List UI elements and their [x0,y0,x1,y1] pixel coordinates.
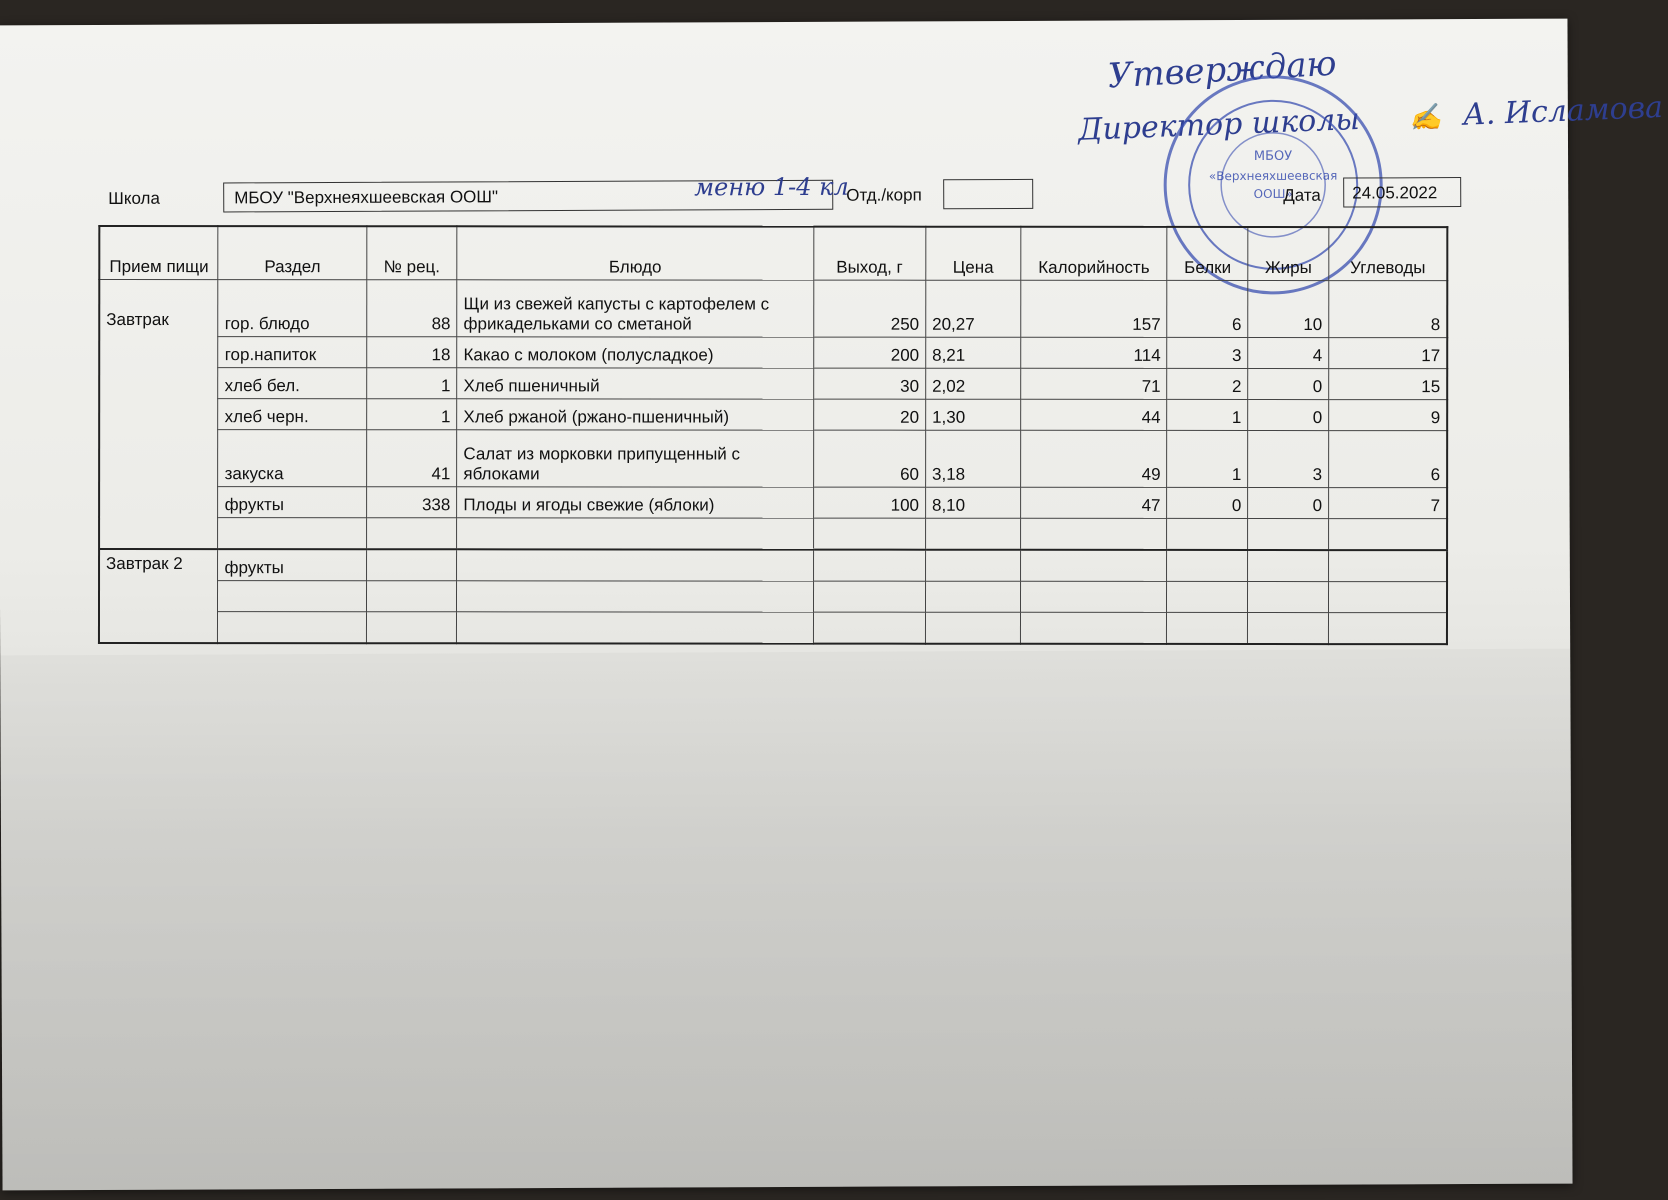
dept-field [943,179,1033,209]
cell-output [813,612,925,644]
stamp-line2: «Верхнеяхшеевская [1208,168,1338,184]
stamp-line3: ООШ» [1253,186,1293,201]
cell-protein [1167,581,1248,612]
table-row [99,486,1447,518]
table-row [99,429,1447,487]
col-header-price: Цена [926,227,1021,281]
cell-dish [457,612,813,644]
cell-recipe: 18 [367,337,457,368]
table-row [99,580,1447,612]
col-header-dish: Блюдо [457,226,813,280]
cell-recipe [366,518,456,550]
cell-calories: 47 [1020,487,1167,518]
school-label: Школа [108,188,160,208]
cell-section: хлеб бел. [218,368,366,399]
table-row [99,336,1447,368]
meal-name: Завтрак 2 [99,549,218,643]
menu-table [98,225,1448,645]
cell-protein: 2 [1167,368,1248,399]
cell-price [925,581,1020,612]
cell-section: хлеб черн. [218,399,366,430]
cell-recipe: 338 [366,487,456,518]
cell-section: фрукты [218,549,366,581]
table-row [99,279,1447,337]
table-row [99,517,1447,550]
cell-fat [1248,518,1329,550]
cell-protein [1167,518,1248,550]
cell-section: гор.напиток [218,337,366,368]
cell-recipe: 88 [367,280,457,337]
cell-section: закуска [218,430,366,487]
handwritten-menu-note: меню 1-4 кл [694,172,849,202]
cell-carbs: 7 [1329,488,1447,519]
cell-protein: 0 [1167,487,1248,518]
approval-position: Директор школы [1077,101,1361,148]
col-header-carbs: Углеводы [1329,227,1448,281]
cell-fat [1248,581,1329,612]
cell-price [925,518,1020,550]
col-header-meal: Прием пищи [99,226,218,280]
cell-section: гор. блюдо [218,280,366,337]
signature: ✍ [1408,102,1443,134]
cell-dish [457,549,813,581]
cell-section [218,581,366,612]
cell-output: 60 [813,430,925,487]
cell-output [813,550,925,582]
table-row [99,611,1447,644]
cell-protein [1167,550,1248,582]
cell-price [925,612,1020,644]
cell-recipe [366,581,456,612]
header-row [108,172,1478,217]
cell-output: 250 [813,280,925,337]
cell-calories: 114 [1020,337,1167,368]
cell-protein: 1 [1167,430,1248,487]
cell-fat: 0 [1248,487,1329,518]
cell-fat [1248,550,1329,582]
cell-fat: 4 [1248,337,1329,368]
cell-carbs: 8 [1329,281,1448,338]
cell-fat: 3 [1248,430,1329,487]
approval-signatory: А. Исламова [1462,89,1664,133]
cell-protein [1167,612,1248,644]
cell-calories [1020,612,1167,644]
cell-output: 30 [813,368,925,399]
school-field [223,172,849,213]
cell-output: 100 [813,487,925,518]
cell-price: 8,21 [926,337,1021,368]
cell-recipe: 1 [367,368,457,399]
cell-fat: 10 [1248,280,1329,337]
cell-fat: 0 [1248,368,1329,399]
meal-name: Завтрак [99,279,218,549]
dept-label: Отд./корп [846,185,922,205]
cell-price: 20,27 [926,280,1021,337]
cell-carbs [1329,519,1447,551]
cell-dish: Плоды и ягоды свежие (яблоки) [457,487,813,518]
cell-price [925,550,1020,582]
table-row [99,549,1447,582]
cell-protein: 1 [1167,399,1248,430]
table-header-row [99,226,1447,281]
cell-output [813,581,925,612]
date-field: 24.05.2022 [1343,177,1461,208]
paper-shadow [0,649,1572,1191]
cell-price: 2,02 [926,368,1021,399]
cell-dish [457,581,813,612]
cell-dish [457,518,813,550]
cell-price: 8,10 [925,487,1020,518]
cell-fat: 0 [1248,399,1329,430]
cell-section [218,612,366,644]
cell-calories [1020,581,1167,612]
cell-calories: 71 [1020,368,1167,399]
cell-price: 1,30 [926,399,1021,430]
cell-dish: Какао с молоком (полусладкое) [457,337,813,368]
col-header-section: Раздел [218,226,366,280]
cell-protein: 3 [1167,337,1248,368]
cell-carbs: 17 [1329,338,1447,369]
cell-carbs: 6 [1329,431,1448,488]
col-header-protein: Белки [1167,227,1248,281]
stamp-line1: МБОУ [1253,148,1293,164]
cell-output: 20 [813,399,925,430]
cell-output [813,518,925,550]
cell-dish: Хлеб ржаной (ржано-пшеничный) [457,399,813,430]
approval-title: Утверждаю [1106,43,1338,97]
cell-carbs: 15 [1329,369,1447,400]
col-header-recipe: № рец. [367,226,457,280]
cell-recipe [366,612,456,644]
cell-recipe: 41 [366,430,456,487]
cell-carbs [1329,550,1447,582]
cell-calories: 49 [1020,430,1167,487]
cell-section: фрукты [218,487,366,518]
cell-output: 200 [813,337,925,368]
cell-recipe [366,549,456,581]
cell-dish: Салат из морковки припущенный с яблоками [457,430,813,487]
cell-section [218,518,366,550]
cell-calories [1020,518,1167,550]
date-label: Дата [1283,185,1321,205]
cell-carbs [1329,582,1447,613]
school-value: МБОУ "Верхнеяхшеевская ООШ" [234,187,499,208]
cell-carbs [1329,613,1447,645]
paper-sheet [0,19,1664,1191]
cell-dish: Хлеб пшеничный [457,368,813,399]
cell-calories: 157 [1021,280,1168,337]
cell-protein: 6 [1167,280,1248,337]
cell-calories [1020,550,1167,582]
cell-calories: 44 [1020,399,1167,430]
col-header-fat: Жиры [1248,227,1329,281]
cell-dish: Щи из свежей капусты с картофелем с фрикадельками со сметаной [457,280,813,337]
table-row [99,367,1447,399]
cell-carbs: 9 [1329,400,1447,431]
cell-recipe: 1 [367,399,457,430]
col-header-calories: Калорийность [1021,227,1168,281]
col-header-output: Выход, г [813,227,925,281]
cell-price: 3,18 [926,430,1021,487]
cell-fat [1248,612,1329,644]
table-row [99,398,1447,430]
